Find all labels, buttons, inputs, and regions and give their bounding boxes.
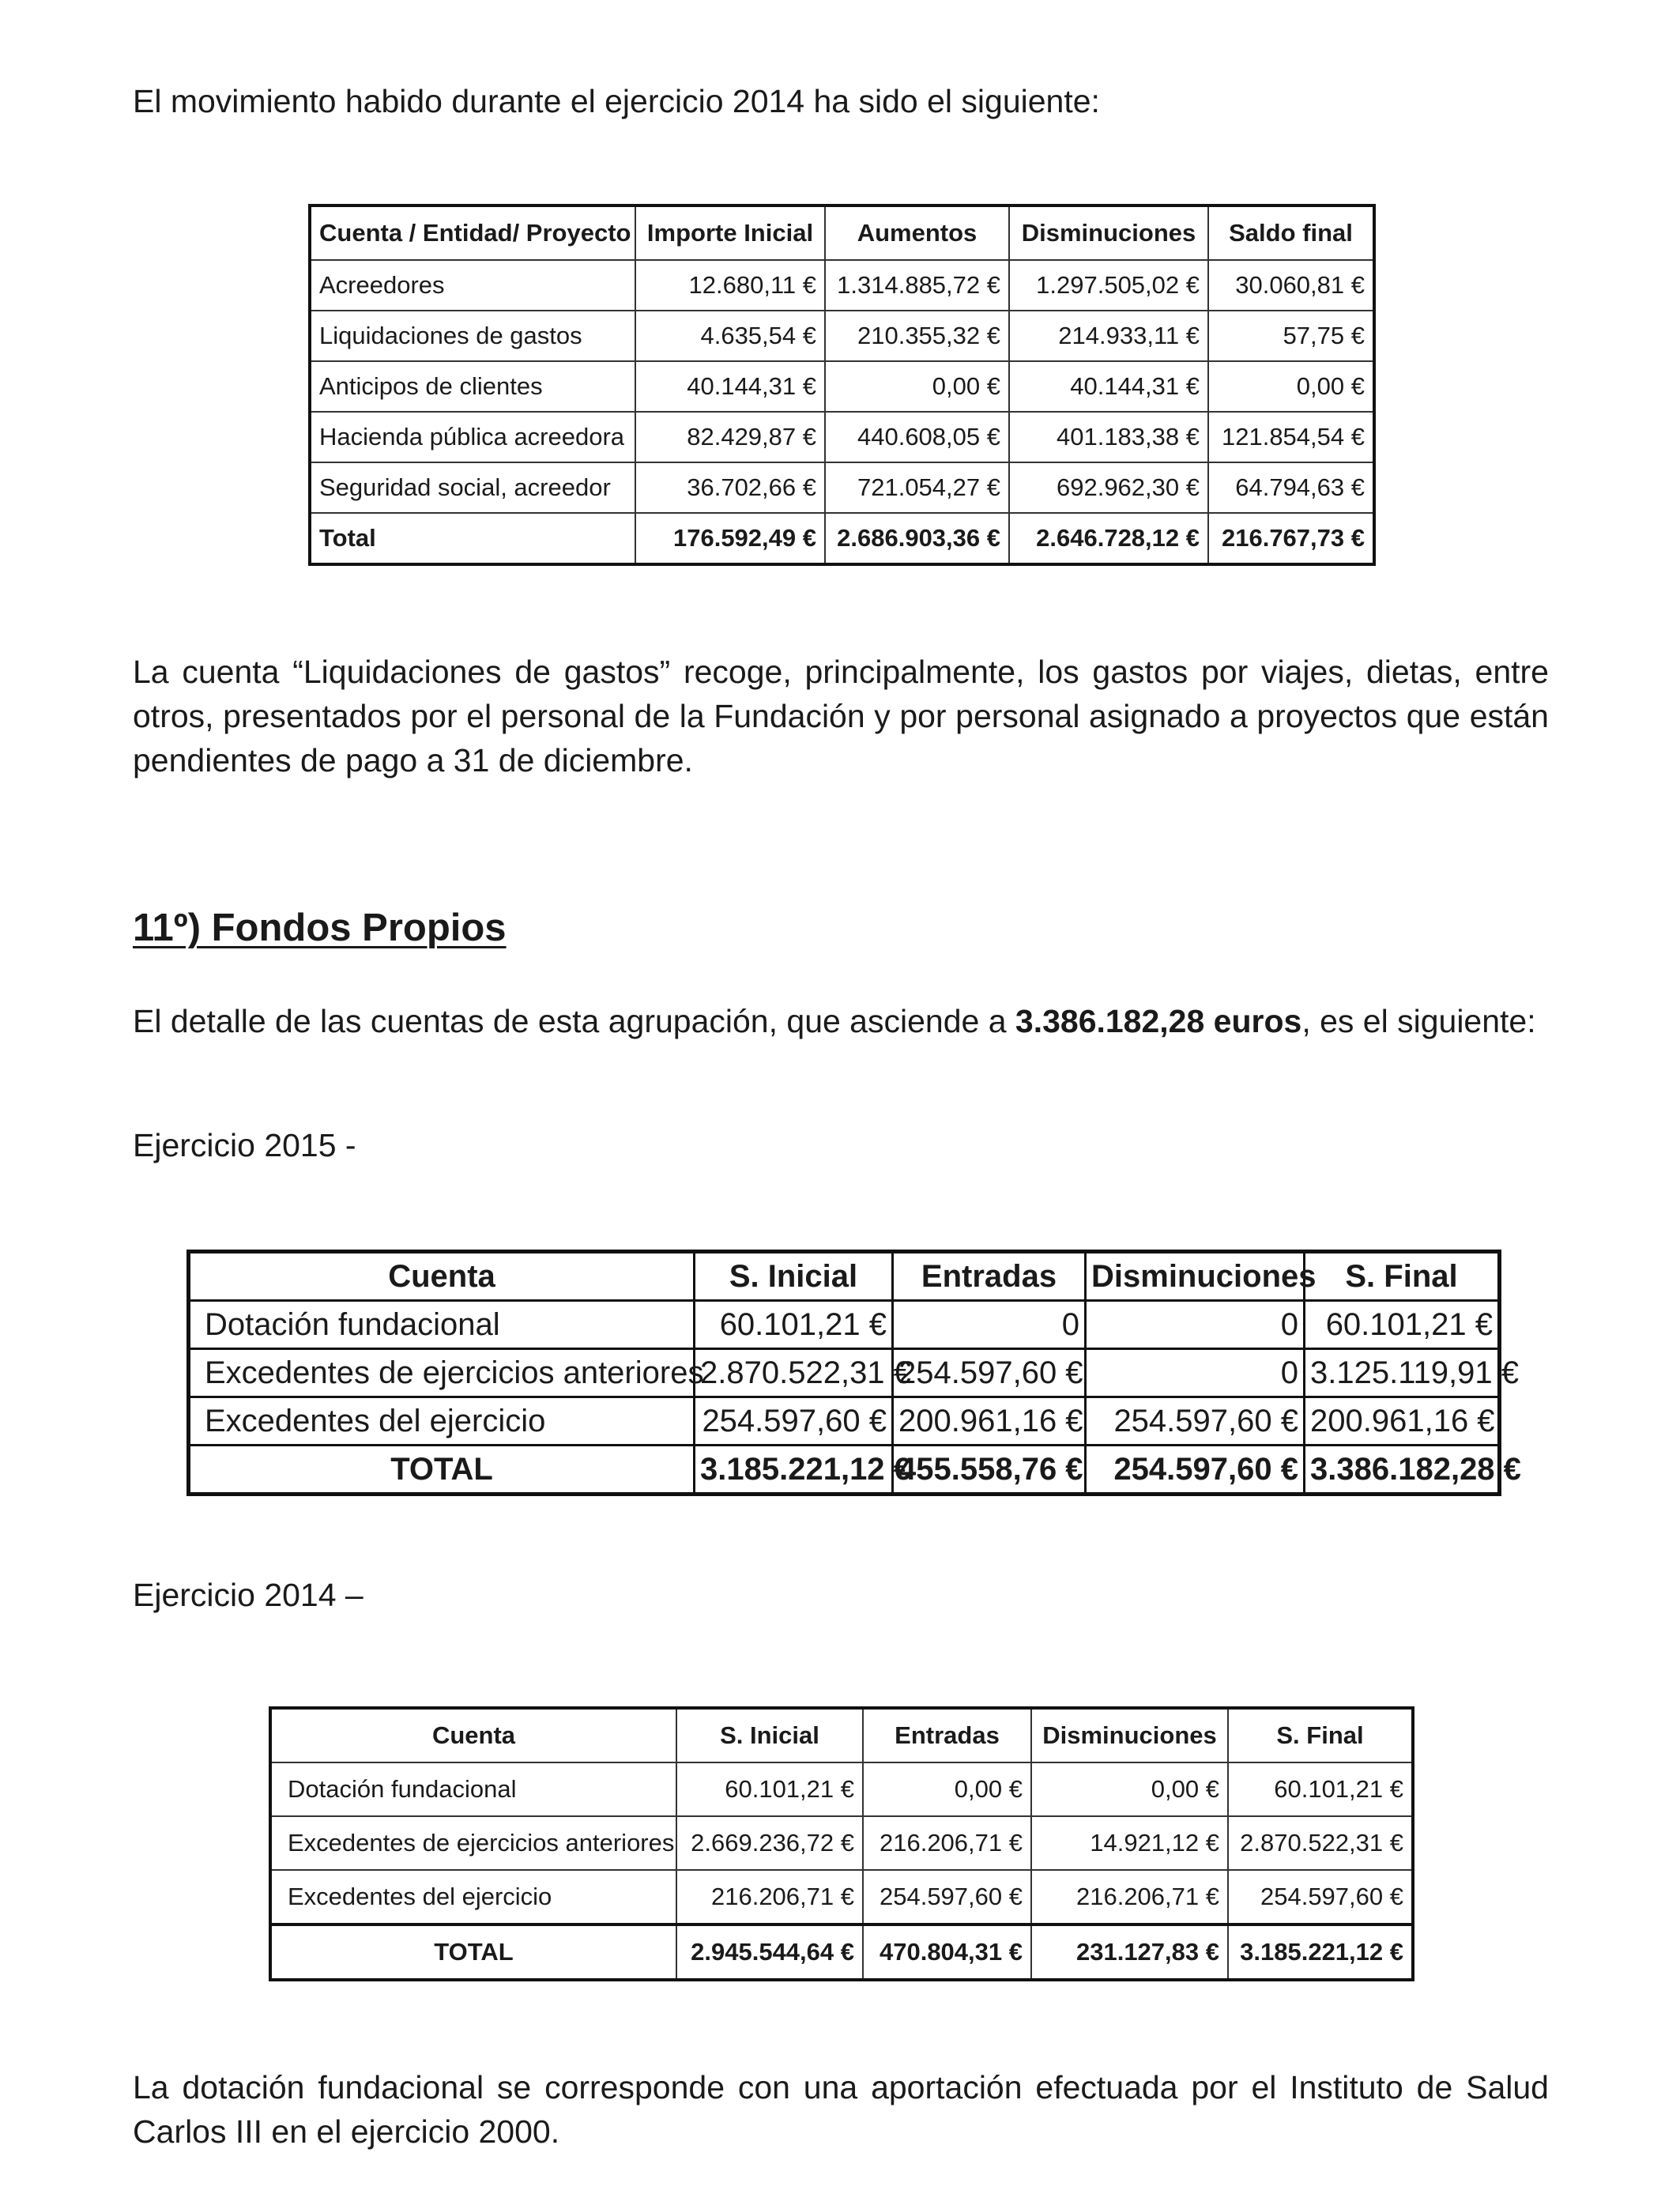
- cell-value: 40.144,31 €: [635, 361, 825, 412]
- cell-account: Seguridad social, acreedor: [310, 462, 635, 513]
- cell-value: 0,00 €: [825, 361, 1009, 412]
- detail-paragraph: [133, 999, 1595, 1043]
- header-disminuciones: Disminuciones: [1086, 1252, 1305, 1301]
- cell-account: Hacienda pública acreedora: [310, 412, 635, 462]
- cell-value: 60.101,21 €: [695, 1301, 893, 1349]
- cell-total-value: 455.558,76 €: [893, 1446, 1086, 1495]
- fondos-propios-2015-table: [186, 1250, 1521, 1496]
- cell-total-value: 231.127,83 €: [1031, 1924, 1228, 1980]
- cell-total-value: 254.597,60 €: [1086, 1446, 1305, 1495]
- header-saldo-final: Saldo final: [1208, 205, 1374, 260]
- detail-text-before: El detalle de las cuentas de esta agrupación, que asciende a: [133, 1003, 1015, 1039]
- cell-value: 60.101,21 €: [1305, 1301, 1500, 1349]
- cell-value: 121.854,54 €: [1208, 412, 1374, 462]
- cell-value: 214.933,11 €: [1009, 311, 1208, 361]
- table-row: [189, 1349, 1500, 1397]
- cell-value: 0,00 €: [1208, 361, 1374, 412]
- detail-amount: 3.386.182,28 euros: [1015, 1003, 1302, 1039]
- header-disminuciones: Disminuciones: [1009, 205, 1208, 260]
- liquidaciones-paragraph: La cuenta “Liquidaciones de gastos” recoge, principalmente, los gastos por viajes, dietas, entre otros, presentados por el personal de la Fundación y por personal asignado a proyectos que están pendientes de pago a 31 de diciembre.: [133, 654, 1549, 778]
- cell-account: Excedentes del ejercicio: [189, 1397, 695, 1446]
- cell-total-value: 176.592,49 €: [635, 513, 825, 564]
- ejercicio-2015-label: Ejercicio 2015 -: [133, 1127, 356, 1163]
- header-aumentos: Aumentos: [825, 205, 1009, 260]
- cell-total-value: 2.686.903,36 €: [825, 513, 1009, 564]
- cell-value: 721.054,27 €: [825, 462, 1009, 513]
- cell-value: 14.921,12 €: [1031, 1816, 1228, 1870]
- cell-value: 3.125.119,91 €: [1305, 1349, 1500, 1397]
- cell-value: 254.597,60 €: [1086, 1397, 1305, 1446]
- cell-value: 0,00 €: [863, 1762, 1031, 1816]
- table-total-row: [189, 1446, 1500, 1495]
- cell-value: 216.206,71 €: [1031, 1870, 1228, 1924]
- cell-value: 40.144,31 €: [1009, 361, 1208, 412]
- table-header-row: [270, 1708, 1413, 1762]
- table-row: [310, 260, 1374, 311]
- table-total-row: [270, 1924, 1413, 1980]
- cell-total-value: 3.185.221,12 €: [695, 1446, 893, 1495]
- cell-total-value: 3.185.221,12 €: [1228, 1924, 1413, 1980]
- table-row: [270, 1762, 1413, 1816]
- movement-2014-table: [308, 204, 1376, 566]
- detail-text-after: , es el siguiente:: [1301, 1003, 1536, 1039]
- cell-value: 60.101,21 €: [676, 1762, 863, 1816]
- header-s-final: S. Final: [1305, 1252, 1500, 1301]
- fondos-propios-2014-table: [269, 1706, 1414, 1981]
- table-row: [189, 1301, 1500, 1349]
- table-row: [270, 1870, 1413, 1924]
- table-row: [270, 1816, 1413, 1870]
- header-s-inicial: S. Inicial: [676, 1708, 863, 1762]
- cell-account: Acreedores: [310, 260, 635, 311]
- header-s-final: S. Final: [1228, 1708, 1413, 1762]
- cell-value: 0,00 €: [1031, 1762, 1228, 1816]
- cell-total-value: 470.804,31 €: [863, 1924, 1031, 1980]
- cell-value: 254.597,60 €: [695, 1397, 893, 1446]
- cell-total-label: TOTAL: [189, 1446, 695, 1495]
- header-cuenta: Cuenta / Entidad/ Proyecto: [310, 205, 635, 260]
- cell-value: 254.597,60 €: [863, 1870, 1031, 1924]
- cell-value: 0: [1086, 1301, 1305, 1349]
- header-cuenta: Cuenta: [270, 1708, 676, 1762]
- cell-value: 254.597,60 €: [893, 1349, 1086, 1397]
- ejercicio-2014-label: Ejercicio 2014 –: [133, 1577, 363, 1613]
- header-importe-inicial: Importe Inicial: [635, 205, 825, 260]
- cell-total-value: 3.386.182,28 €: [1305, 1446, 1500, 1495]
- cell-value: 1.297.505,02 €: [1009, 260, 1208, 311]
- cell-value: 2.669.236,72 €: [676, 1816, 863, 1870]
- cell-account: Dotación fundacional: [270, 1762, 676, 1816]
- header-entradas: Entradas: [863, 1708, 1031, 1762]
- cell-value: 57,75 €: [1208, 311, 1374, 361]
- header-entradas: Entradas: [893, 1252, 1086, 1301]
- table-header-row: [189, 1252, 1500, 1301]
- cell-value: 2.870.522,31 €: [695, 1349, 893, 1397]
- cell-account: Liquidaciones de gastos: [310, 311, 635, 361]
- cell-value: 200.961,16 €: [893, 1397, 1086, 1446]
- table-total-row: [310, 513, 1374, 564]
- cell-value: 0: [1086, 1349, 1305, 1397]
- header-s-inicial: S. Inicial: [695, 1252, 893, 1301]
- cell-value: 254.597,60 €: [1228, 1870, 1413, 1924]
- cell-value: 0: [893, 1301, 1086, 1349]
- cell-total-label: Total: [310, 513, 635, 564]
- cell-value: 12.680,11 €: [635, 260, 825, 311]
- cell-value: 60.101,21 €: [1228, 1762, 1413, 1816]
- cell-value: 64.794,63 €: [1208, 462, 1374, 513]
- dotacion-paragraph: La dotación fundacional se corresponde con una aportación efectuada por el Instituto de Salud Carlos III en el ejercicio 2000.: [133, 2069, 1549, 2150]
- table-row: [310, 462, 1374, 513]
- cell-value: 440.608,05 €: [825, 412, 1009, 462]
- cell-account: Excedentes de ejercicios anteriores: [270, 1816, 676, 1870]
- cell-account: Excedentes del ejercicio: [270, 1870, 676, 1924]
- table-row: [310, 311, 1374, 361]
- cell-value: 4.635,54 €: [635, 311, 825, 361]
- cell-value: 401.183,38 €: [1009, 412, 1208, 462]
- cell-value: 36.702,66 €: [635, 462, 825, 513]
- cell-value: 216.206,71 €: [676, 1870, 863, 1924]
- cell-value: 692.962,30 €: [1009, 462, 1208, 513]
- cell-value: 82.429,87 €: [635, 412, 825, 462]
- section-heading: 11º) Fondos Propios: [133, 907, 507, 949]
- header-disminuciones: Disminuciones: [1031, 1708, 1228, 1762]
- table-header-row: [310, 205, 1374, 260]
- cell-value: 216.206,71 €: [863, 1816, 1031, 1870]
- cell-value: 210.355,32 €: [825, 311, 1009, 361]
- cell-value: 30.060,81 €: [1208, 260, 1374, 311]
- cell-account: Excedentes de ejercicios anteriores: [189, 1349, 695, 1397]
- cell-value: 1.314.885,72 €: [825, 260, 1009, 311]
- cell-value: 2.870.522,31 €: [1228, 1816, 1413, 1870]
- table-row: [310, 361, 1374, 412]
- table-row: [189, 1397, 1500, 1446]
- cell-total-value: 216.767,73 €: [1208, 513, 1374, 564]
- cell-value: 200.961,16 €: [1305, 1397, 1500, 1446]
- cell-total-value: 2.646.728,12 €: [1009, 513, 1208, 564]
- cell-total-value: 2.945.544,64 €: [676, 1924, 863, 1980]
- cell-total-label: TOTAL: [270, 1924, 676, 1980]
- cell-account: Dotación fundacional: [189, 1301, 695, 1349]
- cell-account: Anticipos de clientes: [310, 361, 635, 412]
- intro-2014-text: El movimiento habido durante el ejercicio 2014 ha sido el siguiente:: [133, 83, 1100, 119]
- header-cuenta: Cuenta: [189, 1252, 695, 1301]
- table-row: [310, 412, 1374, 462]
